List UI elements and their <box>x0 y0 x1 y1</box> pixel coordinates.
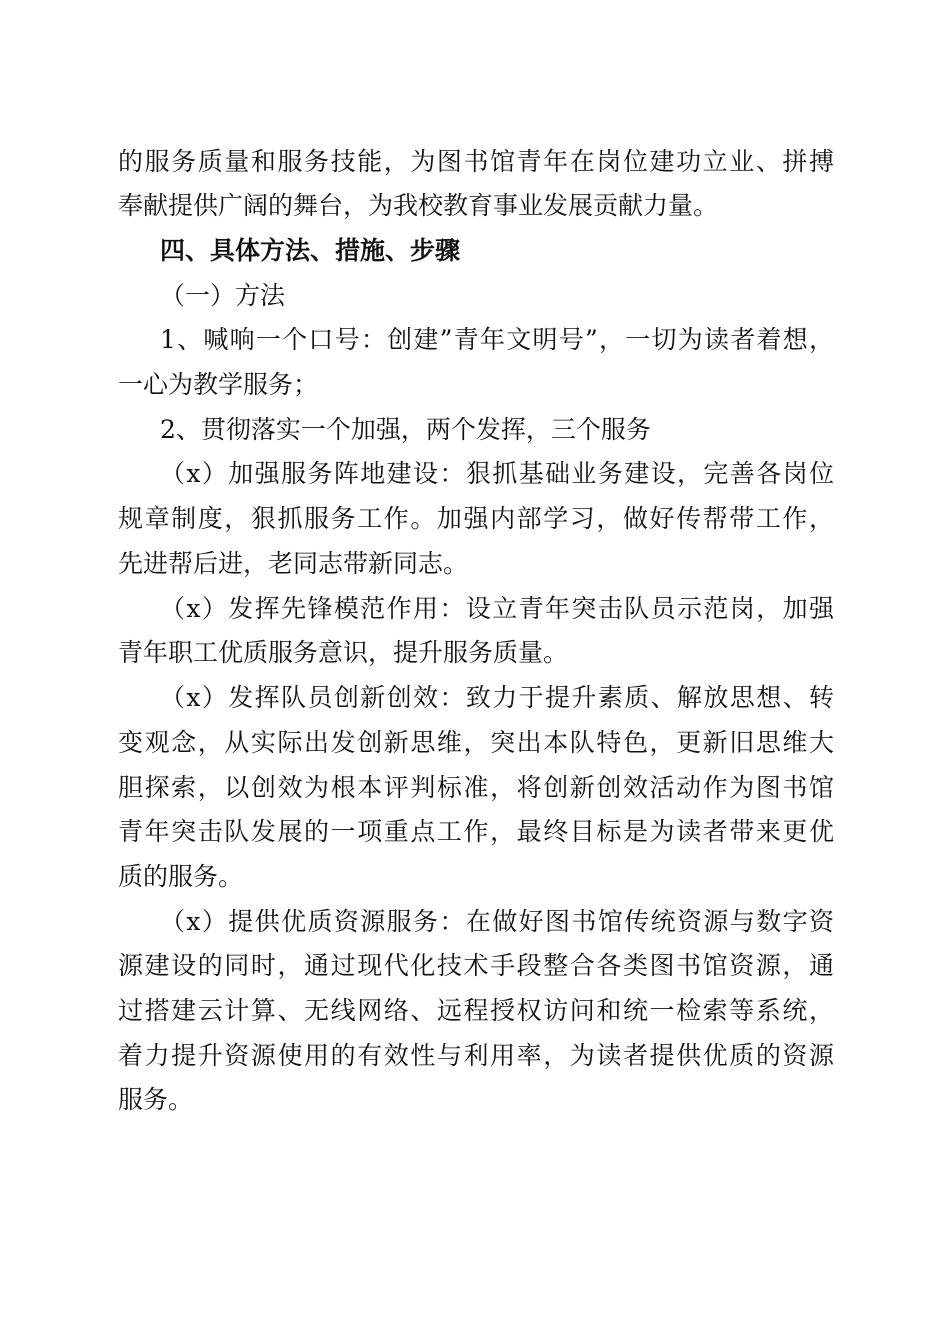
section-heading: 四、具体方法、措施、步骤 <box>160 236 461 265</box>
paragraph-line: （x）发挥队员创新创效：致力于提升素质、解放思想、转 <box>160 683 834 712</box>
paragraph-line: （x）加强服务阵地建设：狠抓基础业务建设，完善各岗位 <box>160 459 834 488</box>
paragraph-line: 奉献提供广阔的舞台，为我校教育事业发展贡献力量。 <box>118 191 719 220</box>
paragraph-line: 胆探索，以创效为根本评判标准，将创新创效活动作为图书馆 <box>118 773 834 802</box>
paragraph-line: （x）发挥先锋模范作用：设立青年突击队员示范岗，加强 <box>160 594 834 623</box>
paragraph-line: 质的服务。 <box>118 862 244 891</box>
paragraph-line: 1、喊响一个口号：创建”青年文明号”，一切为读者着想， <box>160 325 834 354</box>
paragraph-line: 服务。 <box>118 1085 194 1114</box>
paragraph-line: 变观念，从实际出发创新思维，突出本队特色，更新旧思维大 <box>118 728 834 757</box>
paragraph-line: 青年突击队发展的一项重点工作，最终目标是为读者带来更优 <box>118 817 834 846</box>
paragraph-line: 青年职工优质服务意识，提升服务质量。 <box>118 638 569 667</box>
subsection-heading: （一）方法 <box>160 281 286 310</box>
paragraph-line: 着力提升资源使用的有效性与利用率，为读者提供优质的资源 <box>118 1041 834 1070</box>
paragraph-line: 过搭建云计算、无线网络、远程授权访问和统一检索等系统， <box>118 996 834 1025</box>
paragraph-line: （x）提供优质资源服务：在做好图书馆传统资源与数字资 <box>160 907 834 936</box>
paragraph-line: 规章制度，狠抓服务工作。加强内部学习，做好传帮带工作， <box>118 504 834 533</box>
paragraph-line: 2、贯彻落实一个加强，两个发挥，三个服务 <box>160 415 651 444</box>
paragraph-line: 先进帮后进，老同志带新同志。 <box>118 549 469 578</box>
paragraph-line: 源建设的同时，通过现代化技术手段整合各类图书馆资源，通 <box>118 951 834 980</box>
paragraph-line: 的服务质量和服务技能，为图书馆青年在岗位建功立业、拼搏 <box>118 147 834 176</box>
paragraph-line: 一心为教学服务； <box>118 370 319 399</box>
